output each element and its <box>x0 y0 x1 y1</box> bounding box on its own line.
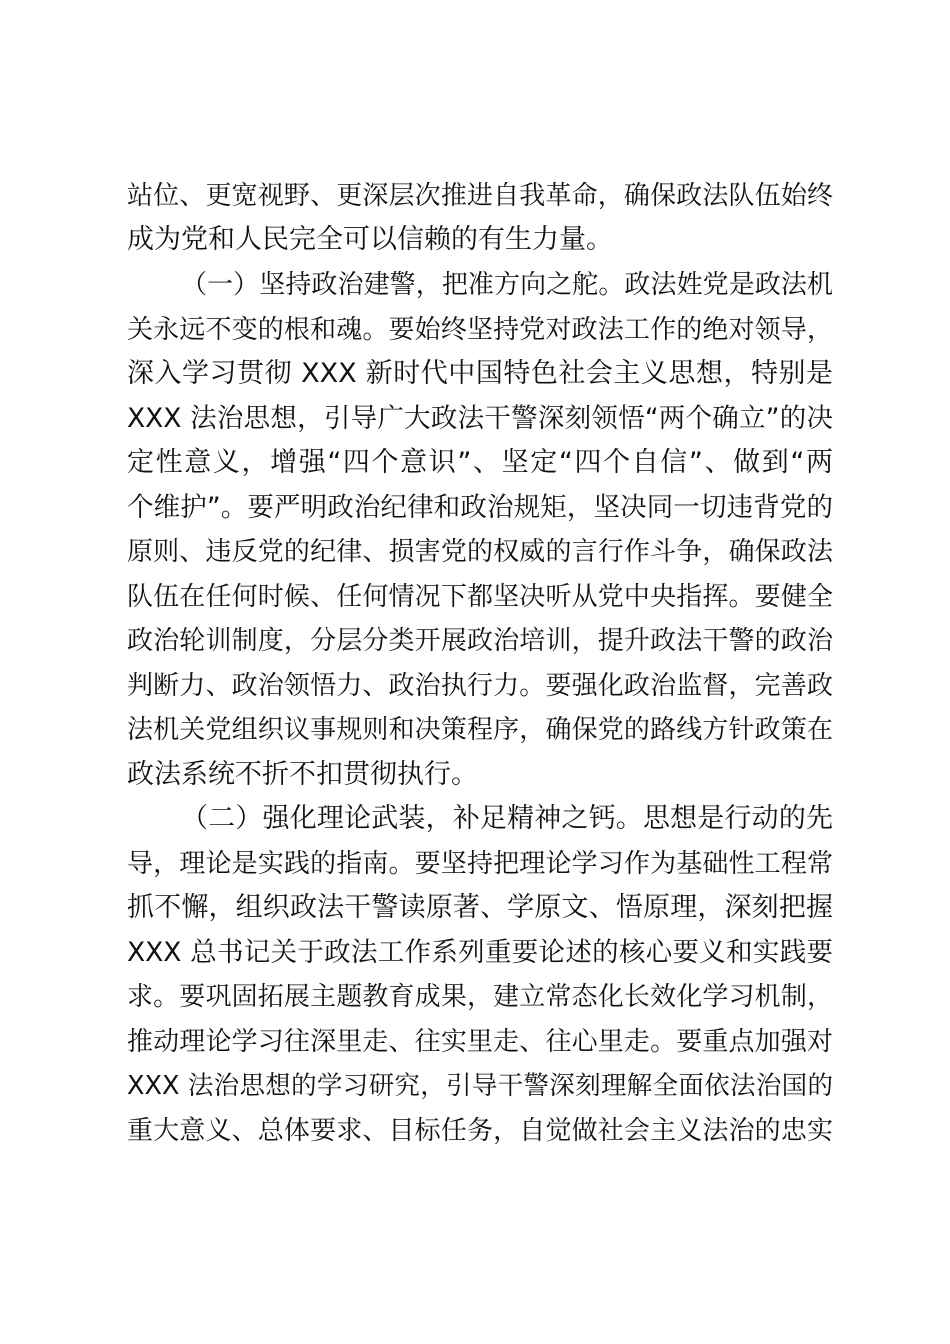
text-line-2: 成为党和人民完全可以信赖的有生力量。 <box>127 224 613 255</box>
text-line-4: 关永远不变的根和魂。要始终坚持党对政法工作的绝对领导， <box>127 315 833 345</box>
section-heading-1: （一）坚持政治建警，把准方向之舵。政法姓党是政法机 <box>181 270 833 300</box>
text-line-13: 法机关党组织议事规则和决策程序，确保党的路线方针政策在 <box>127 715 833 745</box>
text-line-11: 政治轮训制度，分层分类开展政治培训，提升政法干警的政治 <box>127 626 833 656</box>
text-line-21: XXX 法治思想的学习研究，引导干警深刻理解全面依法治国的 <box>127 1071 833 1101</box>
text-line-5: 深入学习贯彻 XXX 新时代中国特色社会主义思想，特别是 <box>127 358 833 389</box>
section-heading-2: （二）强化理论武装，补足精神之钙。思想是行动的先 <box>181 803 833 834</box>
text-line-7: 定性意义，增强“四个意识”、坚定“四个自信”、做到“两 <box>127 447 833 478</box>
text-line-8: 个维护”。要严明政治纪律和政治规矩，坚决同一切违背党的 <box>127 492 833 523</box>
text-line-12: 判断力、政治领悟力、政治执行力。要强化政治监督，完善政 <box>127 671 833 701</box>
text-line-18: XXX 总书记关于政法工作系列重要论述的核心要义和实践要 <box>127 937 833 968</box>
text-line-16: 导，理论是实践的指南。要坚持把理论学习作为基础性工程常 <box>127 849 833 879</box>
text-line-22: 重大意义、总体要求、目标任务，自觉做社会主义法治的忠实 <box>127 1116 833 1146</box>
text-line-1: 站位、更宽视野、更深层次推进自我革命，确保政法队伍始终 <box>127 181 833 211</box>
text-line-9: 原则、违反党的纪律、损害党的权威的言行作斗争，确保政法 <box>127 537 833 567</box>
text-line-19: 求。要巩固拓展主题教育成果，建立常态化长效化学习机制， <box>127 982 833 1012</box>
text-line-20: 推动理论学习往深里走、往实里走、往心里走。要重点加强对 <box>127 1027 833 1057</box>
text-line-6: XXX 法治思想，引导广大政法干警深刻领悟“两个确立”的决 <box>127 403 833 434</box>
text-line-14: 政法系统不折不扣贯彻执行。 <box>127 759 478 790</box>
text-line-10: 队伍在任何时候、任何情况下都坚决听从党中央指挥。要健全 <box>127 582 833 612</box>
text-line-17: 抓不懈，组织政法干警读原著、学原文、悟原理，深刻把握 <box>127 892 833 923</box>
